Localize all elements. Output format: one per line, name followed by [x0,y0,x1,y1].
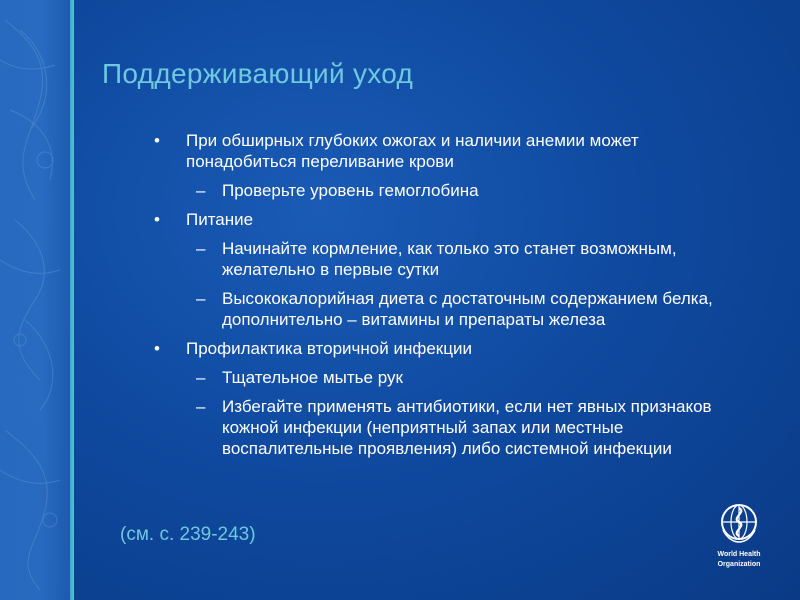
list-item [150,209,730,230]
dash-marker: – [196,239,206,258]
dash-marker: – [196,181,206,200]
dash-marker: – [196,397,206,416]
list-item-text: Питание [186,210,254,229]
who-logo [708,500,770,572]
decorative-pattern-icon [0,0,70,600]
who-emblem-icon [717,500,761,544]
list-item-text: Избегайте применять антибиотики, если нет явных признаков кожной инфекции (неприятный запах или местные воспалительные проявления) либо системной инфекции [222,397,712,458]
bullet-marker: • [154,339,160,358]
logo-line2: Organization [717,561,761,568]
list-item [150,288,730,330]
list-item [150,338,730,359]
dash-marker: – [196,368,206,387]
page-reference: (см. с. 239-243) [120,524,256,545]
list-item [150,180,730,201]
dash-marker: – [196,289,206,308]
logo-line1: World Health [717,551,761,558]
decorative-left-band [0,0,70,600]
list-item-text: При обширных глубоких ожогах и наличии анемии может понадобиться переливание крови [186,131,639,171]
list-item-text: Тщательное мытье рук [222,368,403,387]
list-item-text: Начинайте кормление, как только это станет возможным, желательно в первые сутки [222,239,677,279]
slide-title: Поддерживающий уход [102,58,414,89]
bullet-marker: • [154,210,160,229]
bullet-marker: • [154,131,160,150]
list-item-text: Проверьте уровень гемоглобина [222,181,479,200]
list-item-text: Высококалорийная диета с достаточным содержанием белка, дополнительно – витамины и препараты железа [222,289,713,329]
list-item [150,367,730,388]
list-item [150,238,730,280]
decorative-edge-line [70,0,74,600]
list-item [150,130,730,172]
bullet-list [150,130,730,467]
list-item-text: Профилактика вторичной инфекции [186,339,472,358]
list-item [150,396,730,459]
